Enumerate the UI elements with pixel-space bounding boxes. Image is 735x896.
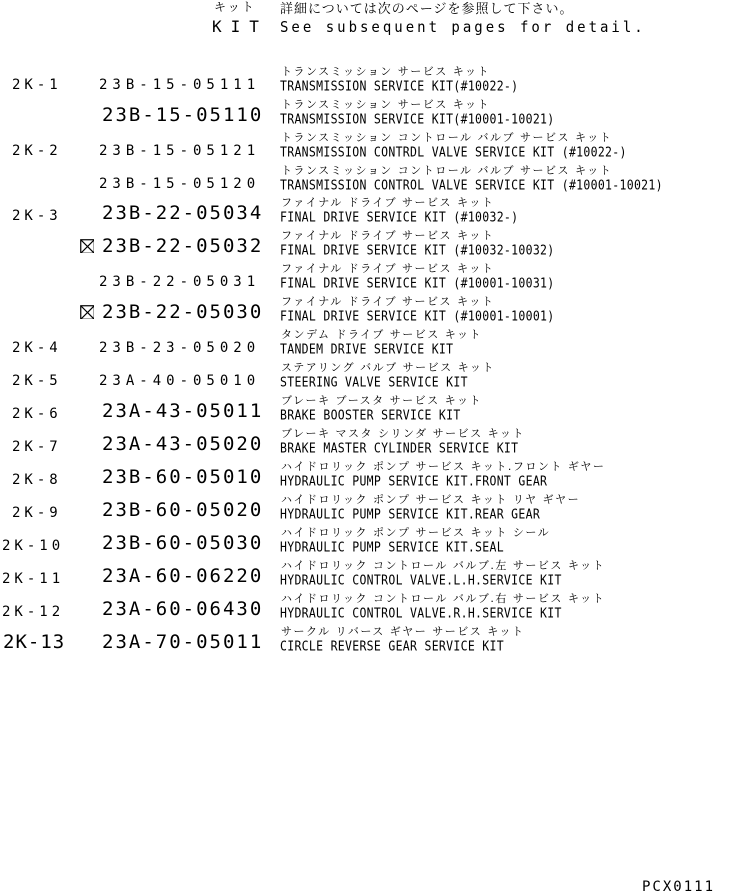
description-en: BRAKE MASTER CYLINDER SERVICE KIT bbox=[280, 439, 519, 456]
item-key: 2K-1 bbox=[12, 77, 62, 93]
description-jp: トランスミッション コントロール バルブ サービス キット bbox=[281, 164, 613, 177]
item-key: 2K-9 bbox=[12, 505, 62, 521]
item-key: 2K-7 bbox=[12, 439, 62, 455]
item-key: 2K-10 bbox=[2, 538, 65, 554]
description-jp: ハイドロリック ポンプ サービス キット.フロント ギヤー bbox=[281, 460, 606, 473]
part-number: 23B-22-05034 bbox=[102, 202, 264, 224]
description-en: FINAL DRIVE SERVICE KIT (#10001-10031) bbox=[280, 274, 555, 291]
part-number: 23B-60-05020 bbox=[102, 499, 264, 521]
description-en: HYDRAULIC PUMP SERVICE KIT.REAR GEAR bbox=[280, 505, 541, 522]
part-number: 23B-15-05110 bbox=[102, 104, 264, 126]
description-en: BRAKE BOOSTER SERVICE KIT bbox=[280, 406, 461, 423]
description-en: TANDEM DRIVE SERVICE KIT bbox=[280, 340, 454, 357]
description-en: CIRCLE REVERSE GEAR SERVICE KIT bbox=[280, 637, 504, 654]
part-number: 23B-22-05030 bbox=[102, 301, 264, 323]
description-jp: サークル リバース ギヤー サービス キット bbox=[281, 625, 525, 638]
description-jp: トランスミッション コントロール バルブ サービス キット bbox=[281, 131, 613, 144]
item-key: 2K-8 bbox=[12, 472, 62, 488]
description-en: FINAL DRIVE SERVICE KIT (#10032-) bbox=[280, 208, 519, 225]
description-jp: ファイナル ドライブ サービス キット bbox=[281, 196, 495, 209]
item-key: 2K-4 bbox=[12, 340, 62, 356]
item-key: 2K-2 bbox=[12, 143, 62, 159]
description-jp: ハイドロリック コントロール バルブ.左 サービス キット bbox=[281, 559, 606, 572]
part-number: 23B-60-05030 bbox=[102, 532, 264, 554]
description-jp: ハイドロリック ポンプ サービス キット リヤ ギヤー bbox=[281, 493, 581, 506]
description-jp: ファイナル ドライブ サービス キット bbox=[281, 262, 495, 275]
description-en: TRANSMISSION CONTRDL VALVE SERVICE KIT (#10022-) bbox=[280, 143, 627, 160]
description-en: TRANSMISSION SERVICE KIT(#10001-10021) bbox=[280, 110, 555, 127]
description-jp: ファイナル ドライブ サービス キット bbox=[281, 295, 495, 308]
description-jp: ハイドロリック コントロール バルブ.右 サービス キット bbox=[281, 592, 606, 605]
description-jp: ブレーキ マスタ シリンダ サービス キット bbox=[281, 427, 525, 440]
part-number: 23B-15-05111 bbox=[99, 77, 261, 93]
kit-heading-en: KIT bbox=[212, 17, 268, 36]
description-en: HYDRAULIC PUMP SERVICE KIT.FRONT GEAR bbox=[280, 472, 548, 489]
part-number: 23B-23-05020 bbox=[99, 340, 261, 356]
item-key: 2K-11 bbox=[2, 571, 65, 587]
description-jp: ステアリング バルブ サービス キット bbox=[281, 361, 495, 374]
description-en: FINAL DRIVE SERVICE KIT (#10001-10001) bbox=[280, 307, 555, 324]
part-number: 23A-43-05020 bbox=[102, 433, 264, 455]
description-jp: タンデム ドライブ サービス キット bbox=[281, 328, 483, 341]
part-number: 23B-60-05010 bbox=[102, 466, 264, 488]
part-number: 23A-60-06430 bbox=[102, 598, 264, 620]
part-number: 23A-60-06220 bbox=[102, 565, 264, 587]
part-number: 23B-22-05032 bbox=[102, 235, 264, 257]
drawing-code: PCX0111 bbox=[642, 879, 716, 895]
item-key: 2K-5 bbox=[12, 373, 62, 389]
part-number: 23A-70-05011 bbox=[102, 631, 264, 653]
part-number: 23B-22-05031 bbox=[99, 274, 261, 290]
description-en: HYDRAULIC CONTROL VALVE.R.H.SERVICE KIT bbox=[280, 604, 562, 621]
description-jp: ファイナル ドライブ サービス キット bbox=[281, 229, 495, 242]
description-jp: ハイドロリック ポンプ サービス キット シール bbox=[281, 526, 551, 539]
description-jp: トランスミッション サービス キット bbox=[281, 98, 491, 111]
item-key: 2K-3 bbox=[12, 208, 62, 224]
part-number: 23A-43-05011 bbox=[102, 400, 264, 422]
boxed-x-icon bbox=[80, 239, 94, 253]
description-en: HYDRAULIC PUMP SERVICE KIT.SEAL bbox=[280, 538, 504, 555]
description-en: TRANSMISSION CONTROL VALVE SERVICE KIT (#10001-10021) bbox=[280, 176, 663, 193]
description-jp: ブレーキ ブースタ サービス キット bbox=[281, 394, 482, 407]
description-en: FINAL DRIVE SERVICE KIT (#10032-10032) bbox=[280, 241, 555, 258]
description-en: HYDRAULIC CONTROL VALVE.L.H.SERVICE KIT bbox=[280, 571, 562, 588]
item-key: 2K-6 bbox=[12, 406, 62, 422]
part-number: 23B-15-05121 bbox=[99, 143, 261, 159]
detail-note-jp: 詳細については次のページを参照して下さい。 bbox=[280, 2, 574, 17]
item-key: 2K-12 bbox=[2, 604, 65, 620]
description-en: TRANSMISSION SERVICE KIT(#10022-) bbox=[280, 77, 519, 94]
detail-note-en: See subsequent pages for detail. bbox=[280, 18, 646, 37]
description-jp: トランスミッション サービス キット bbox=[281, 65, 491, 78]
item-key: 2K-13 bbox=[3, 631, 66, 653]
description-en: STEERING VALVE SERVICE KIT bbox=[280, 373, 468, 390]
part-number: 23B-15-05120 bbox=[99, 176, 261, 192]
kit-heading-jp: キット bbox=[214, 0, 256, 14]
part-number: 23A-40-05010 bbox=[99, 373, 261, 389]
boxed-x-icon bbox=[80, 305, 94, 319]
